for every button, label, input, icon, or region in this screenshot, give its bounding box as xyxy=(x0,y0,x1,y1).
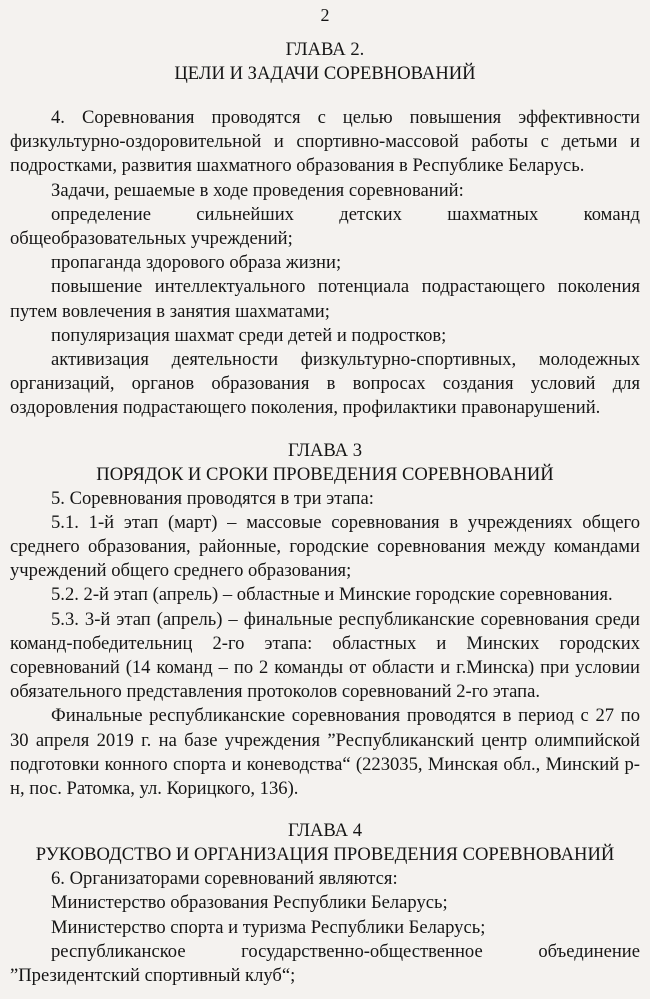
paragraph: 5.3. 3-й этап (апрель) – финальные республиканские соревнования среди команд-победительниц 2-го этапа: областных и Минских городских соревнований (14 команд – по 2 команды от области и г.Минска) при условии обязательного представления протоколов соревнований 2-го этапа. xyxy=(10,608,640,703)
chapter-4-heading xyxy=(10,819,640,867)
chapter-2-heading xyxy=(10,38,640,86)
paragraph: популяризация шахмат среди детей и подростков; xyxy=(51,324,447,346)
paragraph: повышение интеллектуального потенциала подрастающего поколения путем вовлечения в занятия шахматами; xyxy=(10,276,640,322)
chapter-3-title: ПОРЯДОК И СРОКИ ПРОВЕДЕНИЯ СОРЕВНОВАНИЙ xyxy=(96,463,554,485)
paragraph: 5. Соревнования проводятся в три этапа: xyxy=(51,487,374,509)
paragraph: 5.2. 2-й этап (апрель) – областные и Минские городские соревнования. xyxy=(51,584,613,606)
paragraph: Задачи, решаемые в ходе проведения соревнований: xyxy=(51,179,464,201)
paragraph: Министерство образования Республики Беларусь; xyxy=(51,892,448,914)
chapter-2-title: ЦЕЛИ И ЗАДАЧИ СОРЕВНОВАНИЙ xyxy=(174,63,476,84)
paragraph: республиканское государственно-общественное объединение ”Президентский спортивный клуб“; xyxy=(10,940,640,987)
paragraph: пропаганда здорового образа жизни; xyxy=(51,252,342,274)
chapter-3-heading xyxy=(10,439,640,487)
paragraph: активизация деятельности физкультурно-спортивных, молодежных организаций, органов образования в вопросах создания условий для оздоровления подрастающего поколения, профилактики правонарушений. xyxy=(10,349,640,419)
chapter-3-number: ГЛАВА 3 xyxy=(288,439,362,461)
paragraph: 6. Организаторами соревнований являются: xyxy=(51,868,398,890)
document-body xyxy=(10,38,640,988)
page-number: 2 xyxy=(320,5,330,25)
chapter-2-number: ГЛАВА 2. xyxy=(285,39,365,60)
chapter-4-title: РУКОВОДСТВО И ОРГАНИЗАЦИЯ ПРОВЕДЕНИЯ СОРЕВНОВАНИЙ xyxy=(35,844,615,866)
paragraph: Министерство спорта и туризма Республики Беларусь; xyxy=(51,916,486,938)
paragraph: 4. Соревнования проводятся с целью повышения эффективности физкультурно-оздоровительной и спортивно-массовой работы с детьми и подростками, развития шахматного образования в Республике Беларусь. xyxy=(10,107,640,177)
paragraph: Финальные республиканские соревнования проводятся в период с 27 по 30 апреля 2019 г. на базе учреждения ”Республиканский центр олимпийской подготовки конного спорта и коневодства“ (223035, Минская обл., Минский р-н, пос. Ратомка, ул. Корицкого, 136). xyxy=(10,705,640,800)
chapter-4-number: ГЛАВА 4 xyxy=(288,820,362,842)
paragraph: 5.1. 1-й этап (март) – массовые соревнования в учреждениях общего среднего образования, районные, городские соревнования между командами учреждений общего среднего образования; xyxy=(10,511,640,582)
paragraph: определение сильнейших детских шахматных команд общеобразовательных учреждений; xyxy=(10,203,640,250)
